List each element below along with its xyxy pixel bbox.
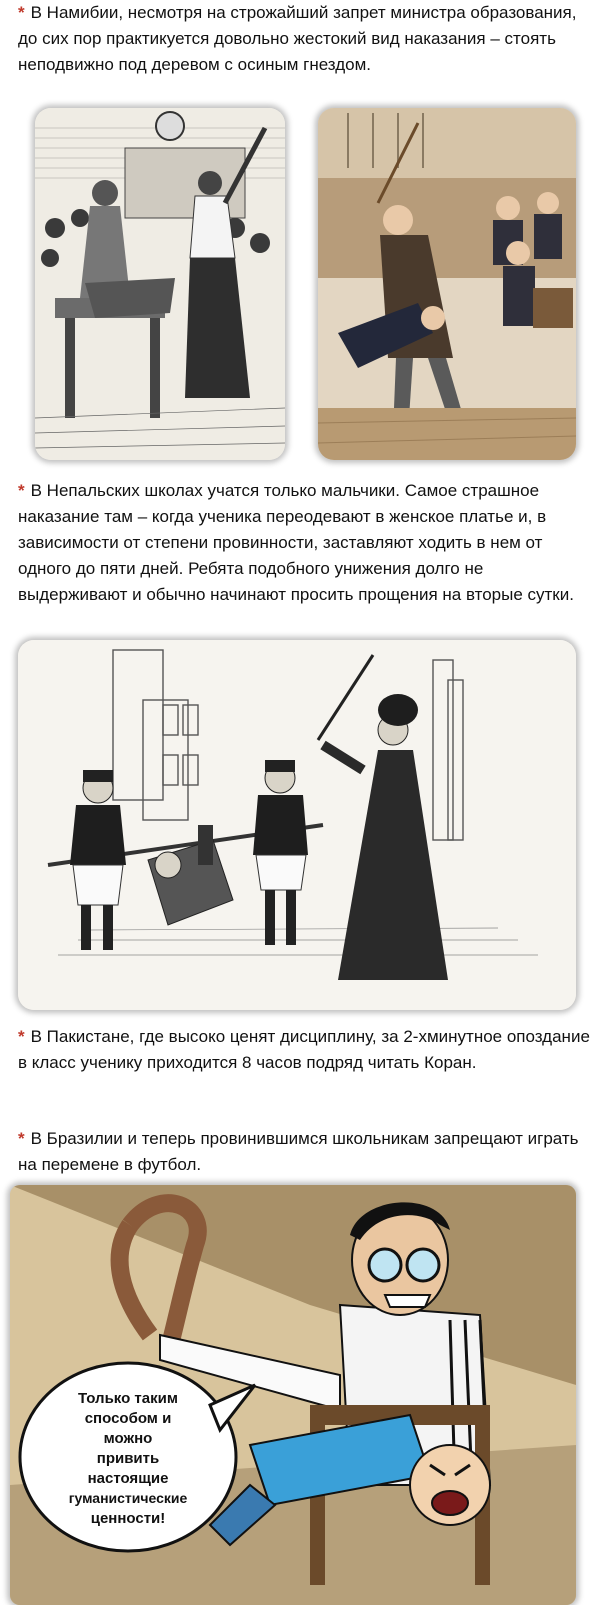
bullet-asterisk: * bbox=[18, 481, 25, 500]
illustration-icon bbox=[318, 108, 576, 460]
paragraph-pakistan bbox=[18, 1024, 596, 1076]
paragraph-text: В Намибии, несмотря на строжайший запрет министра образования, до сих пор практикуется довольно жестокий вид наказания – стоять неподвижно под деревом с осиным гнездом. bbox=[18, 3, 577, 74]
paragraph-text: В Пакистане, где высоко ценят дисциплину, за 2-хминутное опоздание в класс ученику приходится 8 часов подряд читать Коран. bbox=[18, 1027, 590, 1072]
illustration-icon bbox=[35, 108, 285, 460]
bullet-asterisk: * bbox=[18, 3, 25, 22]
engraving-bastinado bbox=[18, 640, 576, 1010]
engraving-classroom-punishment bbox=[35, 108, 285, 460]
illustration-icon bbox=[18, 640, 576, 1010]
speech-line: привить bbox=[96, 1450, 160, 1467]
painting-teacher-caning bbox=[318, 108, 576, 460]
speech-line: гуманистические bbox=[68, 1490, 188, 1506]
paragraph-nepal bbox=[18, 478, 596, 608]
bullet-asterisk: * bbox=[18, 1129, 25, 1148]
paragraph-text: В Непальских школах учатся только мальчики. Самое страшное наказание там – когда ученика переодевают в женское платье и, в зависимости от степени провинности, заставляют ходить в нем от одного до пяти дней. Ребята подобного унижения долго не выдерживают и обычно начинают просить прощения на вторые сутки. bbox=[18, 481, 574, 604]
speech-line: настоящие bbox=[87, 1470, 169, 1487]
paragraph-namibia bbox=[18, 0, 596, 78]
speech-line: способом и bbox=[84, 1410, 172, 1427]
cartoon-belt-spanking bbox=[10, 1185, 576, 1605]
speech-line: ценности! bbox=[90, 1510, 166, 1527]
paragraph-brazil bbox=[18, 1126, 596, 1178]
illustration-icon bbox=[10, 1185, 576, 1605]
bullet-asterisk: * bbox=[18, 1027, 25, 1046]
paragraph-text: В Бразилии и теперь провинившимся школьникам запрещают играть на перемене в футбол. bbox=[18, 1129, 579, 1174]
speech-line: Только таким bbox=[78, 1390, 178, 1407]
speech-line: можно bbox=[103, 1430, 153, 1447]
